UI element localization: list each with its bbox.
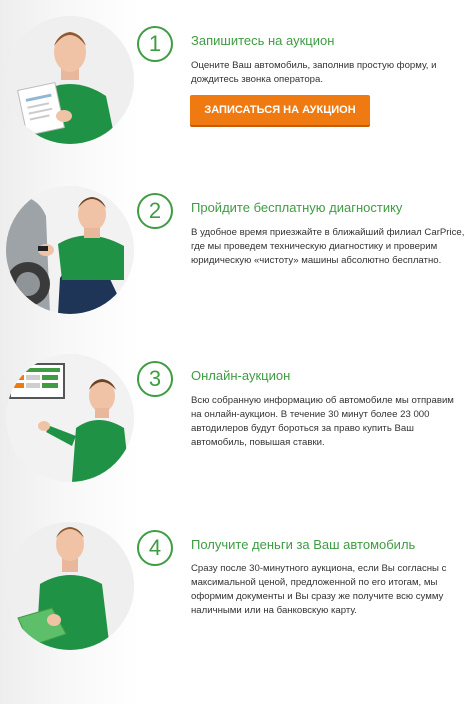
step-1-number: 1 bbox=[137, 26, 173, 62]
step-4-number: 4 bbox=[137, 530, 173, 566]
step-3-text: Всю собранную информацию об автомобиле мы отправим на онлайн-аукцион. В течение 30 минут более 23 000 автодилеров будут бороться за право купить Ваш автомобиль, повышая ставки. bbox=[191, 395, 454, 448]
step-3-photo bbox=[6, 354, 134, 482]
step-1-title: Запишитесь на аукцион bbox=[191, 33, 335, 48]
step-2-text: В удобное время приезжайте в ближайший филиал CarPrice, где мы проведем техническую диагностику и проверим юридическую «чистоту» машины абсолютно бесплатно. bbox=[191, 227, 465, 266]
man-by-car-image bbox=[6, 186, 134, 314]
step-1-photo bbox=[6, 16, 134, 144]
signup-auction-button[interactable]: ЗАПИСАТЬСЯ НА АУКЦИОН bbox=[190, 95, 370, 125]
step-4-photo bbox=[6, 522, 134, 650]
step-2-title: Пройдите бесплатную диагностику bbox=[191, 200, 403, 215]
step-2-photo bbox=[6, 186, 134, 314]
step-3-number: 3 bbox=[137, 361, 173, 397]
man-pointing-at-screen-image bbox=[6, 354, 134, 482]
step-1-text: Оцените Ваш автомобиль, заполнив простую форму, и дождитесь звонка оператора. bbox=[191, 60, 437, 85]
step-2-number: 2 bbox=[137, 193, 173, 229]
man-with-clipboard-image bbox=[6, 16, 134, 144]
step-4-text: Сразу после 30-минутного аукциона, если Вы согласны с максимальной ценой, предложенной по его итогам, мы оформим документы и Вы сразу же получите всю сумму наличными или на банковскую карту. bbox=[191, 563, 447, 616]
man-with-folder-image bbox=[6, 522, 134, 650]
step-4-title: Получите деньги за Ваш автомобиль bbox=[191, 537, 416, 552]
step-3-title: Онлайн-аукцион bbox=[191, 368, 291, 383]
